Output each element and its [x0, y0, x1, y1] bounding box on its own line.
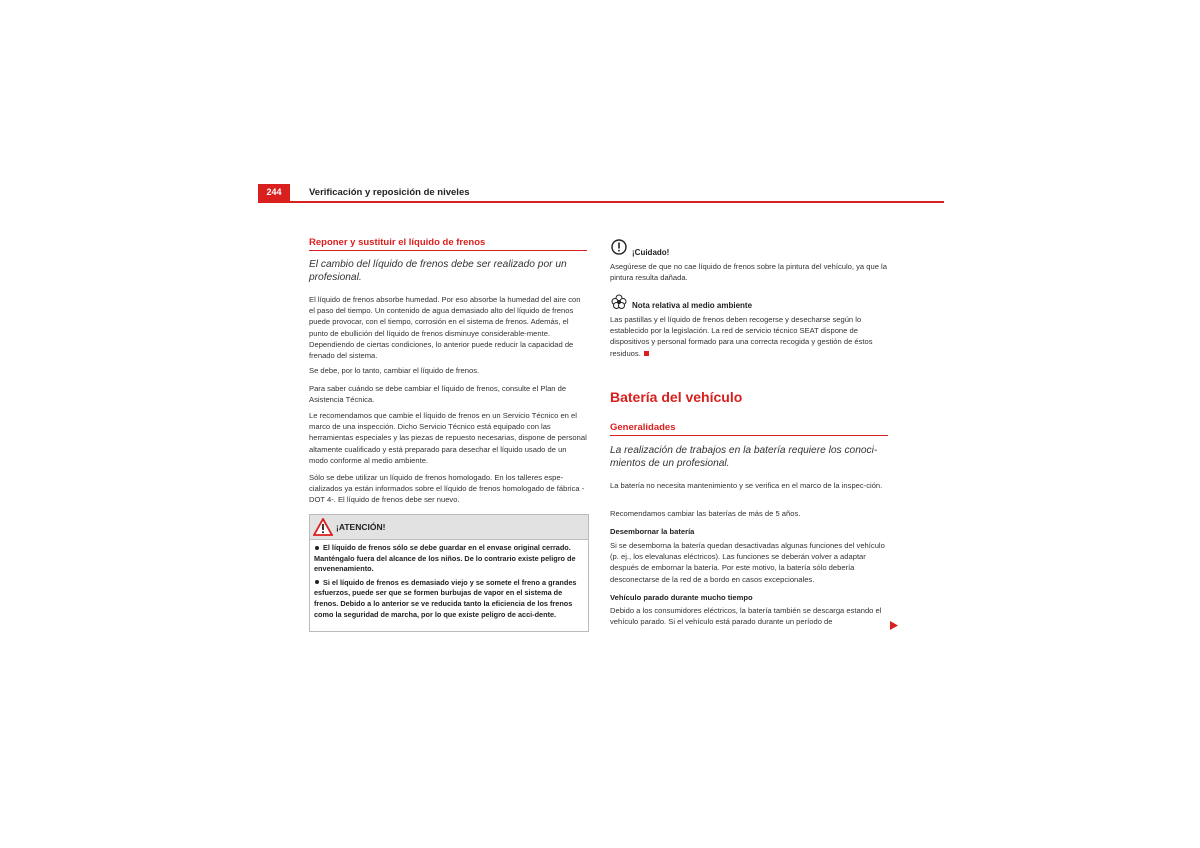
section-title-brake-fluid: Reponer y sustituir el líquido de frenos: [309, 237, 587, 251]
environment-text-body: Las pastillas y el líquido de frenos deben recogerse y desecharse según lo establecido por la legislación. La red de servicio técnico SEAT dispone de dispositivos y personal formado para una correcta recogida y gestión de éstos residuos.: [610, 315, 873, 358]
bullet-icon: [315, 546, 319, 550]
warning-box: [309, 514, 589, 632]
page-header: [258, 184, 944, 203]
paragraph: Se debe, por lo tanto, cambiar el líquido de frenos.: [309, 366, 480, 375]
warning-title: ¡ATENCIÓN!: [336, 522, 386, 532]
paragraph: Recomendamos cambiar las baterías de más de 5 años.: [610, 509, 801, 518]
paragraph: Si se desemborna la batería quedan desactivadas algunas funciones del vehículo (p. ej., los elevalunas eléctricos). Las funciones se deberán volver a adaptar después de embornar la batería. Por este motivo, la batería sólo debería desconectarse de la red de a bordo en casos excepcionales.: [610, 541, 885, 584]
warning-triangle-icon: [313, 518, 333, 541]
page-number: 244: [258, 184, 290, 201]
running-title: Verificación y reposición de niveles: [309, 187, 470, 198]
continue-arrow-icon: [890, 617, 898, 635]
paragraph: Debido a los consumidores eléctricos, la batería también se descarga estando el vehículo parado. Si el vehículo está parado durante un período de: [610, 606, 882, 627]
environment-icon: [611, 294, 627, 315]
warning-item: [314, 543, 584, 575]
warning-item: [314, 578, 584, 620]
paragraph: Sólo se debe utilizar un líquido de frenos homologado. En los talleres espe-cializados ya están informados sobre el líquido de frenos homologado de fábrica -DOT 4-. El líquido de frenos debe ser nuevo.: [309, 473, 585, 505]
section-title-general: Generalidades: [610, 422, 888, 436]
caution-icon: [611, 239, 627, 260]
environment-title: Nota relativa al medio ambiente: [632, 301, 753, 310]
end-mark-icon: [644, 351, 649, 356]
section-intro: El cambio del líquido de frenos debe ser realizado por un profesional.: [309, 259, 567, 283]
section-intro: La realización de trabajos en la batería requiere los conoci-mientos de un profesional.: [610, 445, 878, 469]
warning-item-text: Si el líquido de frenos es demasiado viejo y se somete el freno a grandes esfuerzos, puede ser que se formen burbujas de vapor en el sistema de frenos. Debido a lo anterior se ve reducida tanto la eficiencia de los frenos como la seguridad de marcha, por lo que existe peligro de acci-dente.: [314, 577, 577, 619]
paragraph: Para saber cuándo se debe cambiar el líquido de frenos, consulte el Plan de Asistencia Técnica.: [309, 384, 567, 405]
paragraph: El líquido de frenos absorbe humedad. Por eso absorbe la humedad del aire con el paso del tiempo. Un contenido de agua demasiado alto del líquido de frenos puede provocar, con el tiempo, corrosión en el sistema de frenos. Además, el punto de ebullición del líquido de frenos disminuye considerable-mente. Dependiendo de ciertas condiciones, lo anterior puede reducir la capacidad de frenado del sistema.: [309, 295, 581, 361]
caution-title: ¡Cuidado!: [632, 248, 670, 257]
paragraph: La batería no necesita mantenimiento y se verifica en el marco de la inspec-ción.: [610, 481, 883, 490]
chapter-title: Batería del vehículo: [610, 389, 743, 405]
warning-item-text: El líquido de frenos sólo se debe guardar en el envase original cerrado. Manténgalo fuera del alcance de los niños. De lo contrario existe peligro de envenenamiento.: [314, 543, 576, 574]
environment-text: [610, 314, 888, 359]
warning-header: [310, 515, 588, 540]
caution-text: Asegúrese de que no cae líquido de frenos sobre la pintura del vehículo, ya que la pintura resulta dañada.: [610, 262, 887, 283]
paragraph: Le recomendamos que cambie el líquido de frenos en un Servicio Técnico en el marco de una inspección. Dicho Servicio Técnico está equipado con las herramientas especiales y las piezas de repuesto necesarias, dispone de personal altamente cualificado y está preparado para desechar el líquido usado de un modo conforme al medio ambiente.: [309, 411, 587, 465]
bullet-icon: [315, 580, 319, 584]
subheading-vehicle-parked: Vehículo parado durante mucho tiempo: [610, 593, 753, 602]
subheading-disconnect-battery: Desembornar la batería: [610, 527, 695, 536]
